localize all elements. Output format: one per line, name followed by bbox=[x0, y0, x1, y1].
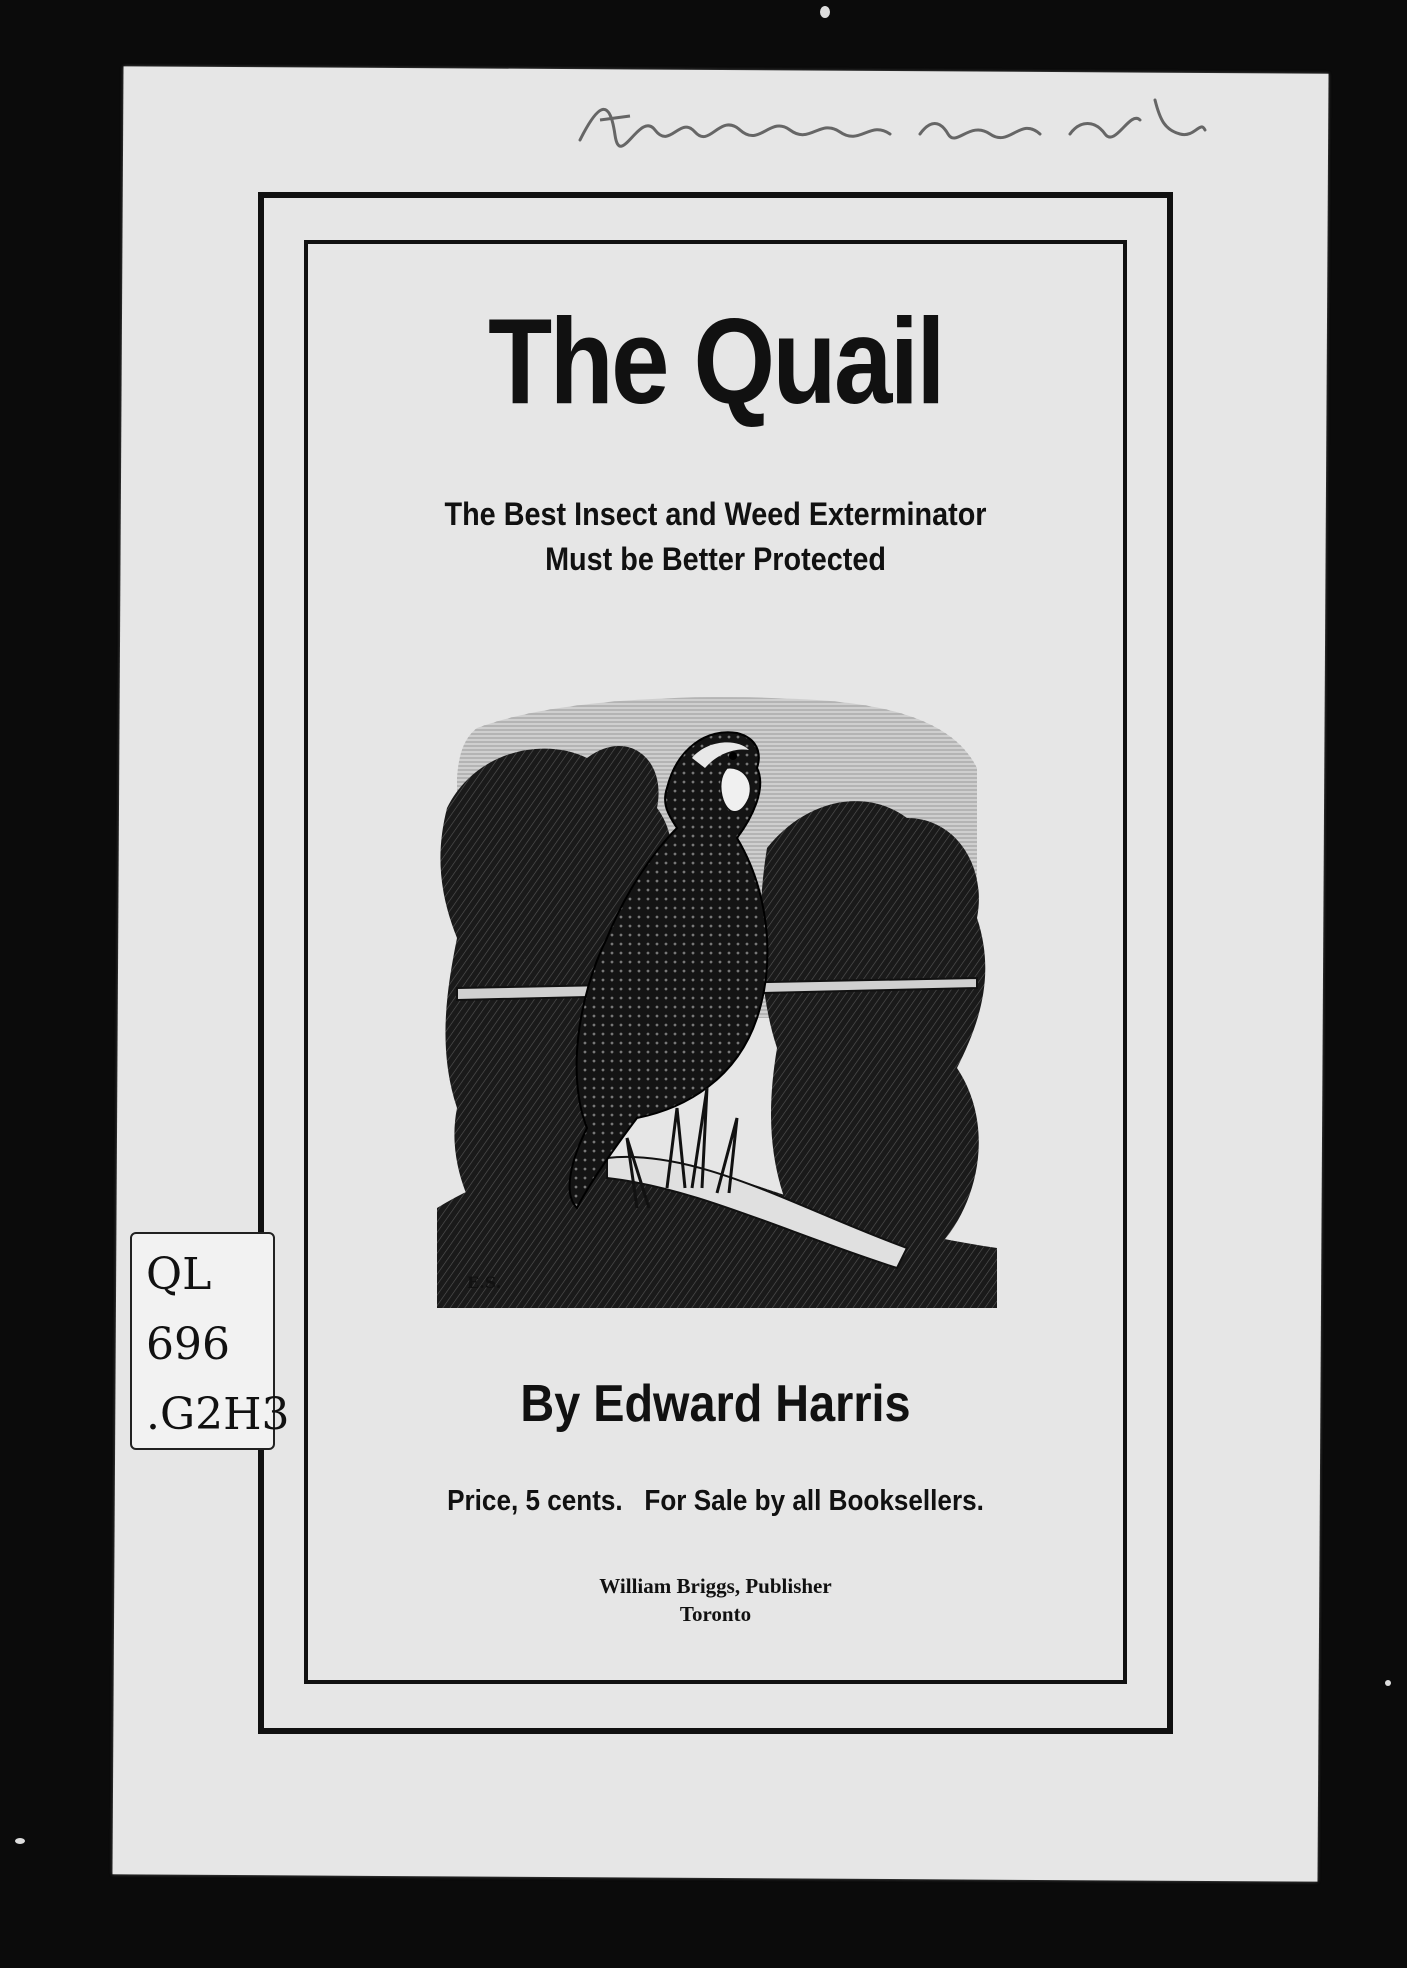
publisher-block bbox=[304, 1572, 1127, 1629]
scan-speck bbox=[1385, 1680, 1391, 1686]
illustration-foliage-right bbox=[760, 801, 985, 1258]
illustration-signature: E.S. bbox=[467, 1273, 502, 1292]
cover-content bbox=[304, 240, 1127, 1684]
author-line: By Edward Harris bbox=[520, 1375, 911, 1433]
price-line: Price, 5 cents. For Sale by all Booksellers. bbox=[447, 1485, 984, 1517]
book-title: The Quail bbox=[488, 293, 943, 429]
call-number-label bbox=[130, 1232, 290, 1450]
quail-illustration bbox=[437, 688, 999, 1308]
handwritten-note bbox=[570, 90, 1210, 160]
publisher-name: William Briggs, Publisher bbox=[599, 1574, 832, 1598]
scan-speck bbox=[820, 6, 830, 18]
subtitle-line-2: Must be Better Protected bbox=[545, 540, 886, 577]
illustration-quail-eye bbox=[729, 752, 737, 760]
scan-speck bbox=[15, 1838, 25, 1844]
subtitle-line-1: The Best Insect and Weed Exterminator bbox=[444, 496, 987, 532]
publisher-city: Toronto bbox=[679, 1602, 752, 1627]
call-number-line-2: 696 bbox=[146, 1319, 230, 1370]
call-number-line-1: QL bbox=[146, 1249, 212, 1300]
book-subtitle bbox=[345, 492, 1086, 582]
call-number-line-3: .G2H3 bbox=[146, 1389, 290, 1440]
